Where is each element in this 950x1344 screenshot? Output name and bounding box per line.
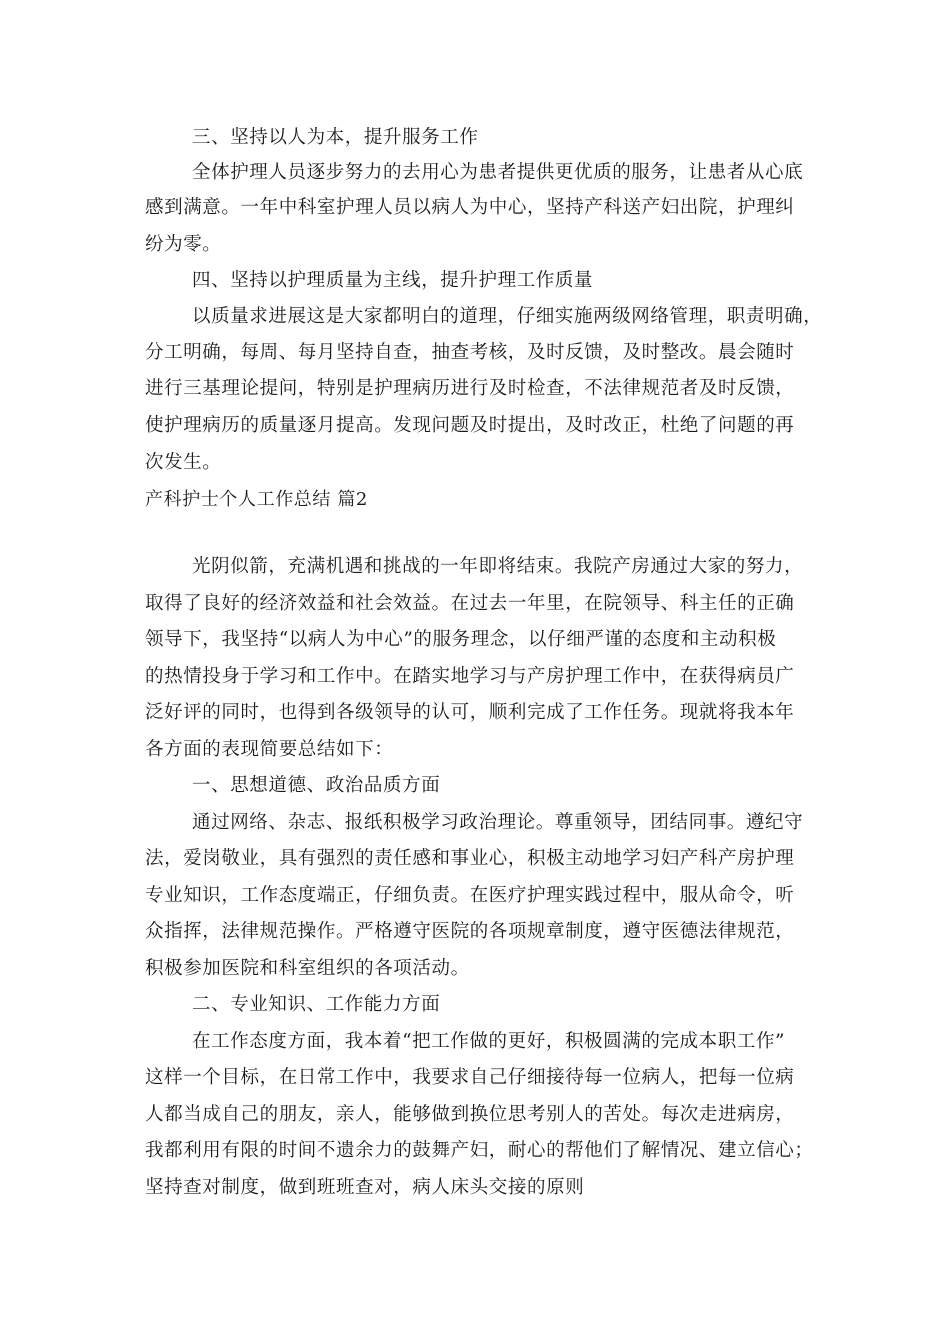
paragraph-line: 进行三基理论提问，特别是护理病历进行及时检查，不法律规范者及时反馈，	[145, 378, 795, 399]
paragraph-line: 次发生。	[145, 452, 222, 473]
paragraph-line: 众指挥，法律规范操作。严格遵守医院的各项规章制度，遵守医德法律规范，	[145, 921, 795, 942]
paragraph-line: 领导下，我坚持“以病人为中心”的服务理念，以仔细严谨的态度和主动积极	[145, 629, 777, 650]
paragraph-line: 分工明确，每周、每月坚持自查，抽查考核，及时反馈，及时整改。晨会随时	[145, 342, 795, 363]
paragraph-line: 使护理病历的质量逐月提高。发现问题及时提出，及时改正，杜绝了问题的再	[145, 415, 795, 436]
paragraph-line: 取得了良好的经济效益和社会效益。在过去一年里，在院领导、科主任的正确	[145, 593, 795, 614]
paragraph-line: 人都当成自己的朋友，亲人，能够做到换位思考别人的苦处。每次走进病房，	[145, 1104, 795, 1125]
paragraph-line: 专业知识，工作态度端正，仔细负责。在医疗护理实践过程中，服从命令，听	[145, 885, 795, 906]
article-title: 产科护士个人工作总结 篇2	[145, 489, 368, 510]
paragraph-line: 积极参加医院和科室组织的各项活动。	[145, 958, 470, 979]
paragraph-line: 全体护理人员逐步努力的去用心为患者提供更优质的服务，让患者从心底	[192, 162, 804, 183]
paragraph-line: 在工作态度方面，我本着“把工作做的更好，积极圆满的完成本职工作”	[192, 1031, 786, 1052]
paragraph-line: 各方面的表现简要总结如下：	[145, 739, 394, 760]
heading-section-2: 二、专业知识、工作能力方面	[192, 994, 441, 1015]
paragraph-line: 以质量求进展这是大家都明白的道理，仔细实施两级网络管理，职责明确，	[192, 306, 823, 327]
paragraph-line: 法，爱岗敬业，具有强烈的责任感和事业心，积极主动地学习妇产科产房护理	[145, 848, 795, 869]
paragraph-line: 泛好评的同时，也得到各级领导的认可，顺利完成了工作任务。现就将我本年	[145, 702, 795, 723]
heading-section-3: 三、坚持以人为本，提升服务工作	[192, 127, 479, 148]
heading-section-4: 四、坚持以护理质量为主线，提升护理工作质量	[192, 270, 594, 291]
paragraph-line: 纷为零。	[145, 234, 222, 255]
paragraph-line: 通过网络、杂志、报纸积极学习政治理论。尊重领导，团结同事。遵纪守	[192, 812, 804, 833]
paragraph-line: 我都利用有限的时间不遗余力的鼓舞产妇，耐心的帮他们了解情况、建立信心；	[145, 1140, 814, 1161]
paragraph-line: 光阴似箭，充满机遇和挑战的一年即将结束。我院产房通过大家的努力，	[192, 556, 804, 577]
paragraph-line: 这样一个目标，在日常工作中，我要求自己仔细接待每一位病人，把每一位病	[145, 1067, 795, 1088]
paragraph-line: 坚持查对制度，做到班班查对，病人床头交接的原则	[145, 1177, 585, 1198]
paragraph-line: 感到满意。一年中科室护理人员以病人为中心，坚持产科送产妇出院，护理纠	[145, 197, 795, 218]
heading-section-1: 一、思想道德、政治品质方面	[192, 775, 441, 796]
paragraph-line: 的热情投身于学习和工作中。在踏实地学习与产房护理工作中，在获得病员广	[145, 666, 795, 687]
